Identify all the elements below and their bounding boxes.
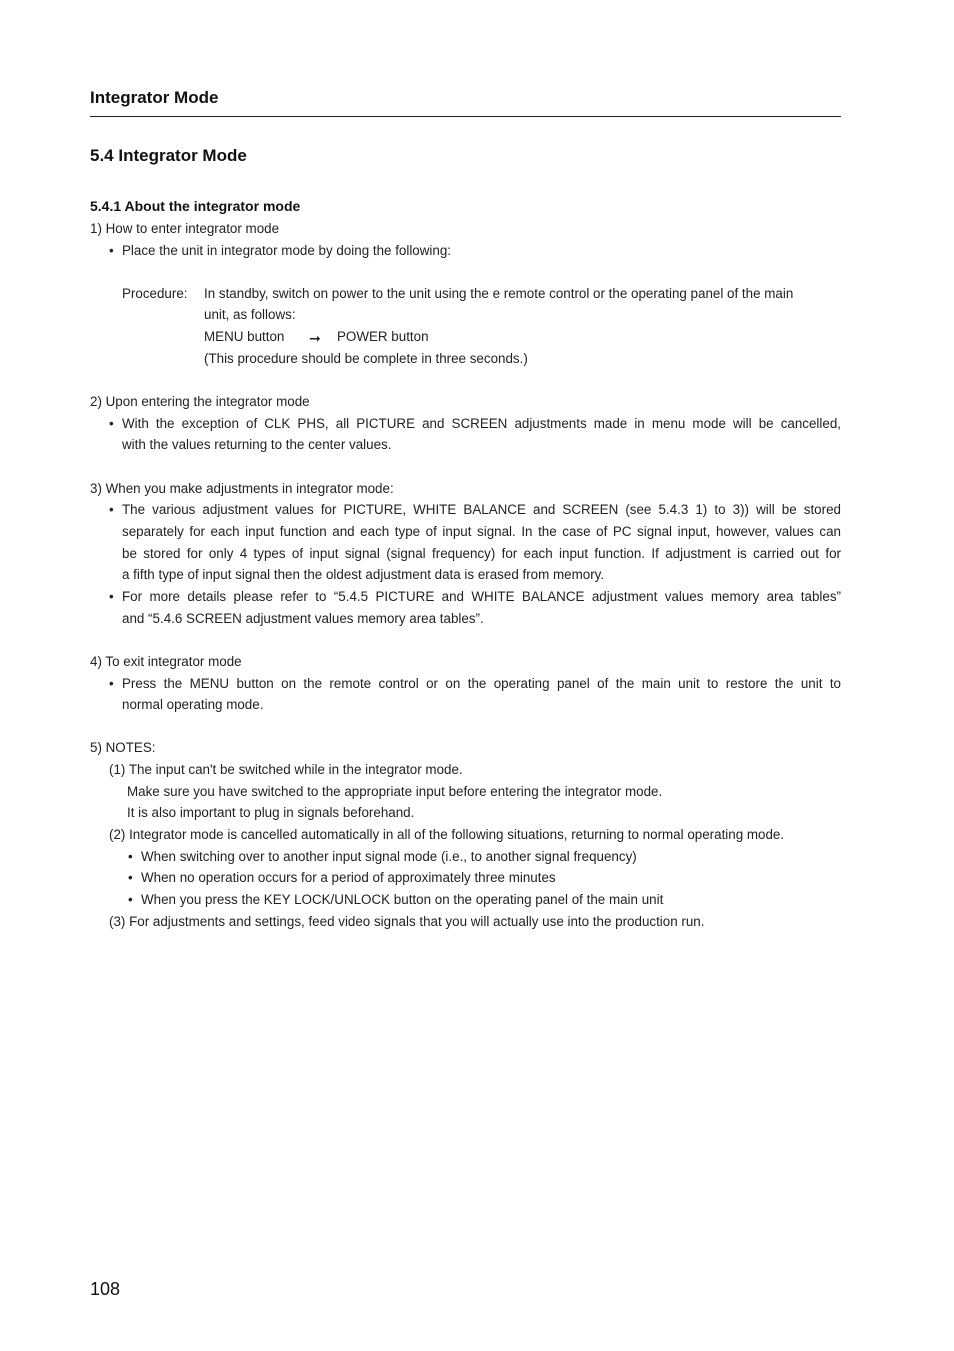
running-header-title: Integrator Mode [90, 88, 219, 107]
note1-line2: Make sure you have switched to the appropriate input before entering the integrator mode. [127, 784, 663, 799]
subsection-heading: 5.4.1 About the integrator mode [90, 198, 301, 214]
bullet-glyph: • [128, 849, 133, 864]
bullet-glyph: • [128, 870, 133, 885]
note2-line: (2) Integrator mode is cancelled automatically in all of the following situations, returning to normal operating mode. [109, 827, 785, 842]
procedure-step-from: MENU button [204, 329, 285, 344]
section-heading: 5.4 Integrator Mode [90, 146, 247, 165]
item5-title: 5) NOTES: [90, 740, 156, 755]
note2-bullet1: When switching over to another input signal mode (i.e., to another signal frequency) [141, 849, 637, 864]
item4-bullet-line1: Press the MENU button on the remote control or on the operating panel of the main unit to restore the unit to [122, 676, 841, 691]
item3-bullet1-line2: separately for each input function and each type of input signal. In the case of PC signal input, however, values can [122, 524, 841, 539]
item3-bullet1-line4: a fifth type of input signal then the oldest adjustment data is erased from memory. [122, 567, 605, 582]
item1-bullet: Place the unit in integrator mode by doing the following: [122, 243, 452, 258]
item3-bullet1-line3: be stored for only 4 types of input signal (signal frequency) for each input function. If adjustment is carried out for [122, 546, 841, 561]
arrow-right-icon: ➞ [309, 330, 321, 346]
item3-title: 3) When you make adjustments in integrator mode: [90, 481, 394, 496]
item4-bullet-line2: normal operating mode. [122, 697, 264, 712]
header-divider [90, 116, 841, 117]
item3-bullet1-line1: The various adjustment values for PICTURE, WHITE BALANCE and SCREEN (see 5.4.3 1) to 3)) will be stored [122, 502, 841, 517]
procedure-text-line2: unit, as follows: [204, 307, 296, 322]
procedure-label: Procedure: [122, 286, 188, 301]
note1-line3: It is also important to plug in signals beforehand. [127, 805, 415, 820]
bullet-glyph: • [109, 502, 114, 517]
item4-title: 4) To exit integrator mode [90, 654, 242, 669]
bullet-glyph: • [109, 589, 114, 604]
item1-title: 1) How to enter integrator mode [90, 221, 280, 236]
item2-bullet-line1: With the exception of CLK PHS, all PICTURE and SCREEN adjustments made in menu mode will be cancelled, [122, 416, 841, 431]
procedure-text-line1: In standby, switch on power to the unit using the e remote control or the operating panel of the main [204, 286, 794, 301]
procedure-note: (This procedure should be complete in three seconds.) [204, 351, 528, 366]
item2-bullet-line2: with the values returning to the center values. [122, 437, 392, 452]
page-number: 108 [90, 1279, 121, 1299]
note2-bullet3: When you press the KEY LOCK/UNLOCK button on the operating panel of the main unit [141, 892, 664, 907]
procedure-step-to: POWER button [337, 329, 429, 344]
item2-title: 2) Upon entering the integrator mode [90, 394, 310, 409]
bullet-glyph: • [109, 416, 114, 431]
note2-bullet2: When no operation occurs for a period of approximately three minutes [141, 870, 556, 885]
note1-line1: (1) The input can't be switched while in the integrator mode. [109, 762, 463, 777]
note3-line: (3) For adjustments and settings, feed video signals that you will actually use into the production run. [109, 914, 705, 929]
bullet-glyph: • [109, 676, 114, 691]
bullet-glyph: • [109, 243, 114, 258]
item3-bullet2-line1: For more details please refer to “5.4.5 PICTURE and WHITE BALANCE adjustment values memory area tables” [122, 589, 841, 604]
bullet-glyph: • [128, 892, 133, 907]
item3-bullet2-line2: and “5.4.6 SCREEN adjustment values memory area tables”. [122, 611, 484, 626]
